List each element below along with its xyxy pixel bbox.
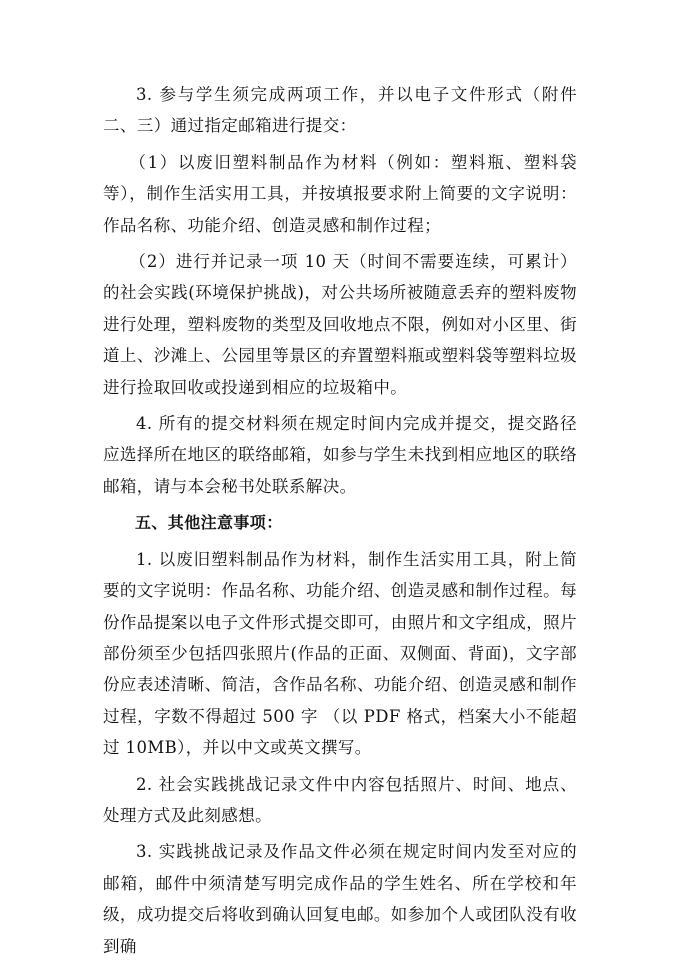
paragraph-note-2-record-content: 2. 社会实践挑战记录文件中内容包括照片、时间、地点、处理方式及此刻感想。 [103,774,577,825]
paragraph-note-1-craft-details: 1. 以废旧塑料制品作为材料，制作生活实用工具，附上简要的文字说明：作品名称、功能介绍、创造灵感和制作过程。每份作品提案以电子文件形式提交即可，由照片和文字组成，照片部份须至少包括四张照片(作品的正面、双侧面、背面)，文字部份应表述清晰、简洁，含作品名称、功能介绍、创造灵感和制作过程，字数不得超过 500 字 （以 PDF 格式，档案大小不能超过 10MB），并以中文或英文撰写。 [103,549,577,758]
section-heading-other-notes: 五、其他注意事项： [135,513,283,533]
document-body [103,79,577,962]
paragraph-3-submission: 3. 参与学生须完成两项工作，并以电子文件形式（附件二、三）通过指定邮箱进行提交： [103,85,577,136]
paragraph-item-2-practice: （2）进行并记录一项 10 天（时间不需要连续，可累计）的社会实践(环境保护挑战)，对公共场所被随意丢弃的塑料废物进行处理，塑料废物的类型及回收地点不限，例如对小区里、街道上、沙滩上、公园里等景区的弃置塑料瓶或塑料袋等塑料垃圾进行捡取回收或投递到相应的垃圾箱中。 [103,252,577,397]
paragraph-note-3-email-submission: 3. 实践挑战记录及作品文件必须在规定时间内发至对应的邮箱，邮件中须清楚写明完成作品的学生姓名、所在学校和年级，成功提交后将收到确认回复电邮。如参加个人或团队没有收到确 [103,842,577,956]
paragraph-4-deadline: 4. 所有的提交材料须在规定时间内完成并提交，提交路径应选择所在地区的联络邮箱，如参与学生未找到相应地区的联络邮箱，请与本会秘书处联系解决。 [103,414,577,496]
paragraph-item-1-craft: （1）以废旧塑料制品作为材料（例如：塑料瓶、塑料袋等），制作生活实用工具，并按填报要求附上简要的文字说明：作品名称、功能介绍、创造灵感和制作过程； [103,152,577,235]
